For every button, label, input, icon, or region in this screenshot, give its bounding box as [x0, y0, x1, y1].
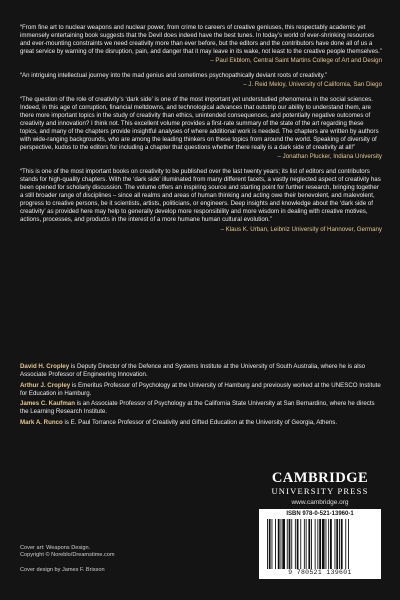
cover-art-copyright: Copyright © Noreblo/Dreamstime.com	[20, 552, 115, 559]
editor-bio	[20, 382, 382, 398]
editor-name: David H. Cropley	[20, 363, 70, 370]
quote-attribution: – J. Reid Meloy, University of California, San Diego	[243, 81, 382, 89]
publisher-press: UNIVERSITY PRESS	[271, 486, 369, 496]
barcode-digits: 9 780521 139601	[288, 569, 352, 576]
editor-bio	[20, 363, 382, 379]
endorsement-quote	[20, 72, 382, 89]
quote-attribution: – Klaus K. Urban, Leibniz University of Hannover, Germany	[220, 225, 382, 233]
editor-name: Arthur J. Cropley	[20, 381, 71, 389]
publisher-name: CAMBRIDGE	[271, 470, 369, 486]
endorsement-quote	[20, 24, 382, 65]
publisher-logo	[258, 471, 382, 506]
quote-attribution: – Paul Ekblom, Central Saint Martins College of Art and Design	[210, 57, 382, 65]
endorsement-quote	[20, 168, 382, 234]
editor-bio-text: is E. Paul Torrance Professor of Creativity and Gifted Education at the University of Georgia, Athens.	[62, 419, 338, 427]
isbn-number: ISBN 978-0-521-13960-1	[286, 511, 354, 517]
quote-text: “From fine art to nuclear weapons and nuclear power, from crime to careers of creative geniuses, this respectably academic yet immensely entertaining book suggests that the Devil does indeed have the best tunes. In today’s world of ever-shrinking resources and ever-mounting constraints we need creativity more than ever before, but the editors and the contributors have done all of us a great service by warning of the disruption, pain, and danger that it may leave in its wake, not least to the creative people themselves.”	[20, 24, 382, 56]
quote-text: “This is one of the most important books on creativity to be published over the last twenty years; its list of editors and contributors stands for high-quality chapters. With the ‘dark side’ illuminated from many different facets, a vastly neglected aspect of creativity has been opened for scholarly discussion. The volume offers an inspiring source and starting point for further research, bringing together a still broader range of disciplines – since all realms and areas of human thinking and acting owe their benevolent, and malevolent, progress to creative persons, be it scientists, artists, politicians, or engineers. Deep insights and knowledge about the ‘dark side of creativity’ as provided here may help to generally develop more responsibility and more wisdom in dealing with creative motives, actions, processes, and products in the interest of a more humane human cultural evolution.”	[20, 167, 381, 224]
editor-name: Mark A. Runco	[20, 419, 63, 427]
endorsement-quotes	[20, 24, 382, 240]
quote-attribution: – Jonathan Plucker, Indiana University	[277, 153, 382, 161]
cover-credits	[20, 545, 220, 574]
editor-bio-text: is Deputy Director of the Defence and Systems Institute at the University of South Australia, where he is also Associate Professor of Engineering Innovation.	[20, 363, 366, 379]
isbn-barcode	[259, 509, 381, 579]
endorsement-quote	[20, 96, 382, 162]
quote-text: “An intriguing intellectual journey into the mad genius and sometimes psychopathically deviant roots of creativity.”	[20, 71, 328, 79]
cover-art-credit: Cover art: Weapons Design.	[20, 545, 91, 551]
barcode-bars-icon	[265, 519, 375, 569]
cover-design-credit: Cover design by James F. Brisson	[20, 566, 105, 573]
quote-text: “The question of the role of creativity’s ‘dark side’ is one of the most important yet understudied phenomena in the social sciences. Indeed, in this age of corruption, financial meltdowns, and technological advances that outstrip our ability to understand them, are there more important topics in the study of creativity than ethics, unintended consequences, and potentially negative outcomes of creativity and innovation? I think not. This excellent volume provides a first-rate summary of the state of the art regarding these topics, and many of the chapters provide insightful analyses of where additional work is needed. The chapters are written by authors with wide-ranging backgrounds, who are among the leading thinkers on these topics from around the world. Speaking of diversity of perspective, kudos to the editors for including a chapter that questions whether there really is a dark side of creativity at all!”	[20, 95, 379, 152]
editor-name: James C. Kaufman	[20, 400, 75, 408]
editor-bios	[20, 363, 382, 430]
editor-bio	[20, 419, 382, 427]
editor-bio	[20, 400, 382, 416]
editor-bio-text: is Emeritus Professor of Psychology at the University of Hamburg and previously worked at the UNESCO Institute for Education in Hamburg.	[20, 381, 381, 397]
publisher-url: www.cambridge.org	[291, 499, 349, 506]
editor-bio-text: is an Associate Professor of Psychology at the California State University at San Bernardino, where he directs the Learning Research Institute.	[20, 400, 375, 416]
